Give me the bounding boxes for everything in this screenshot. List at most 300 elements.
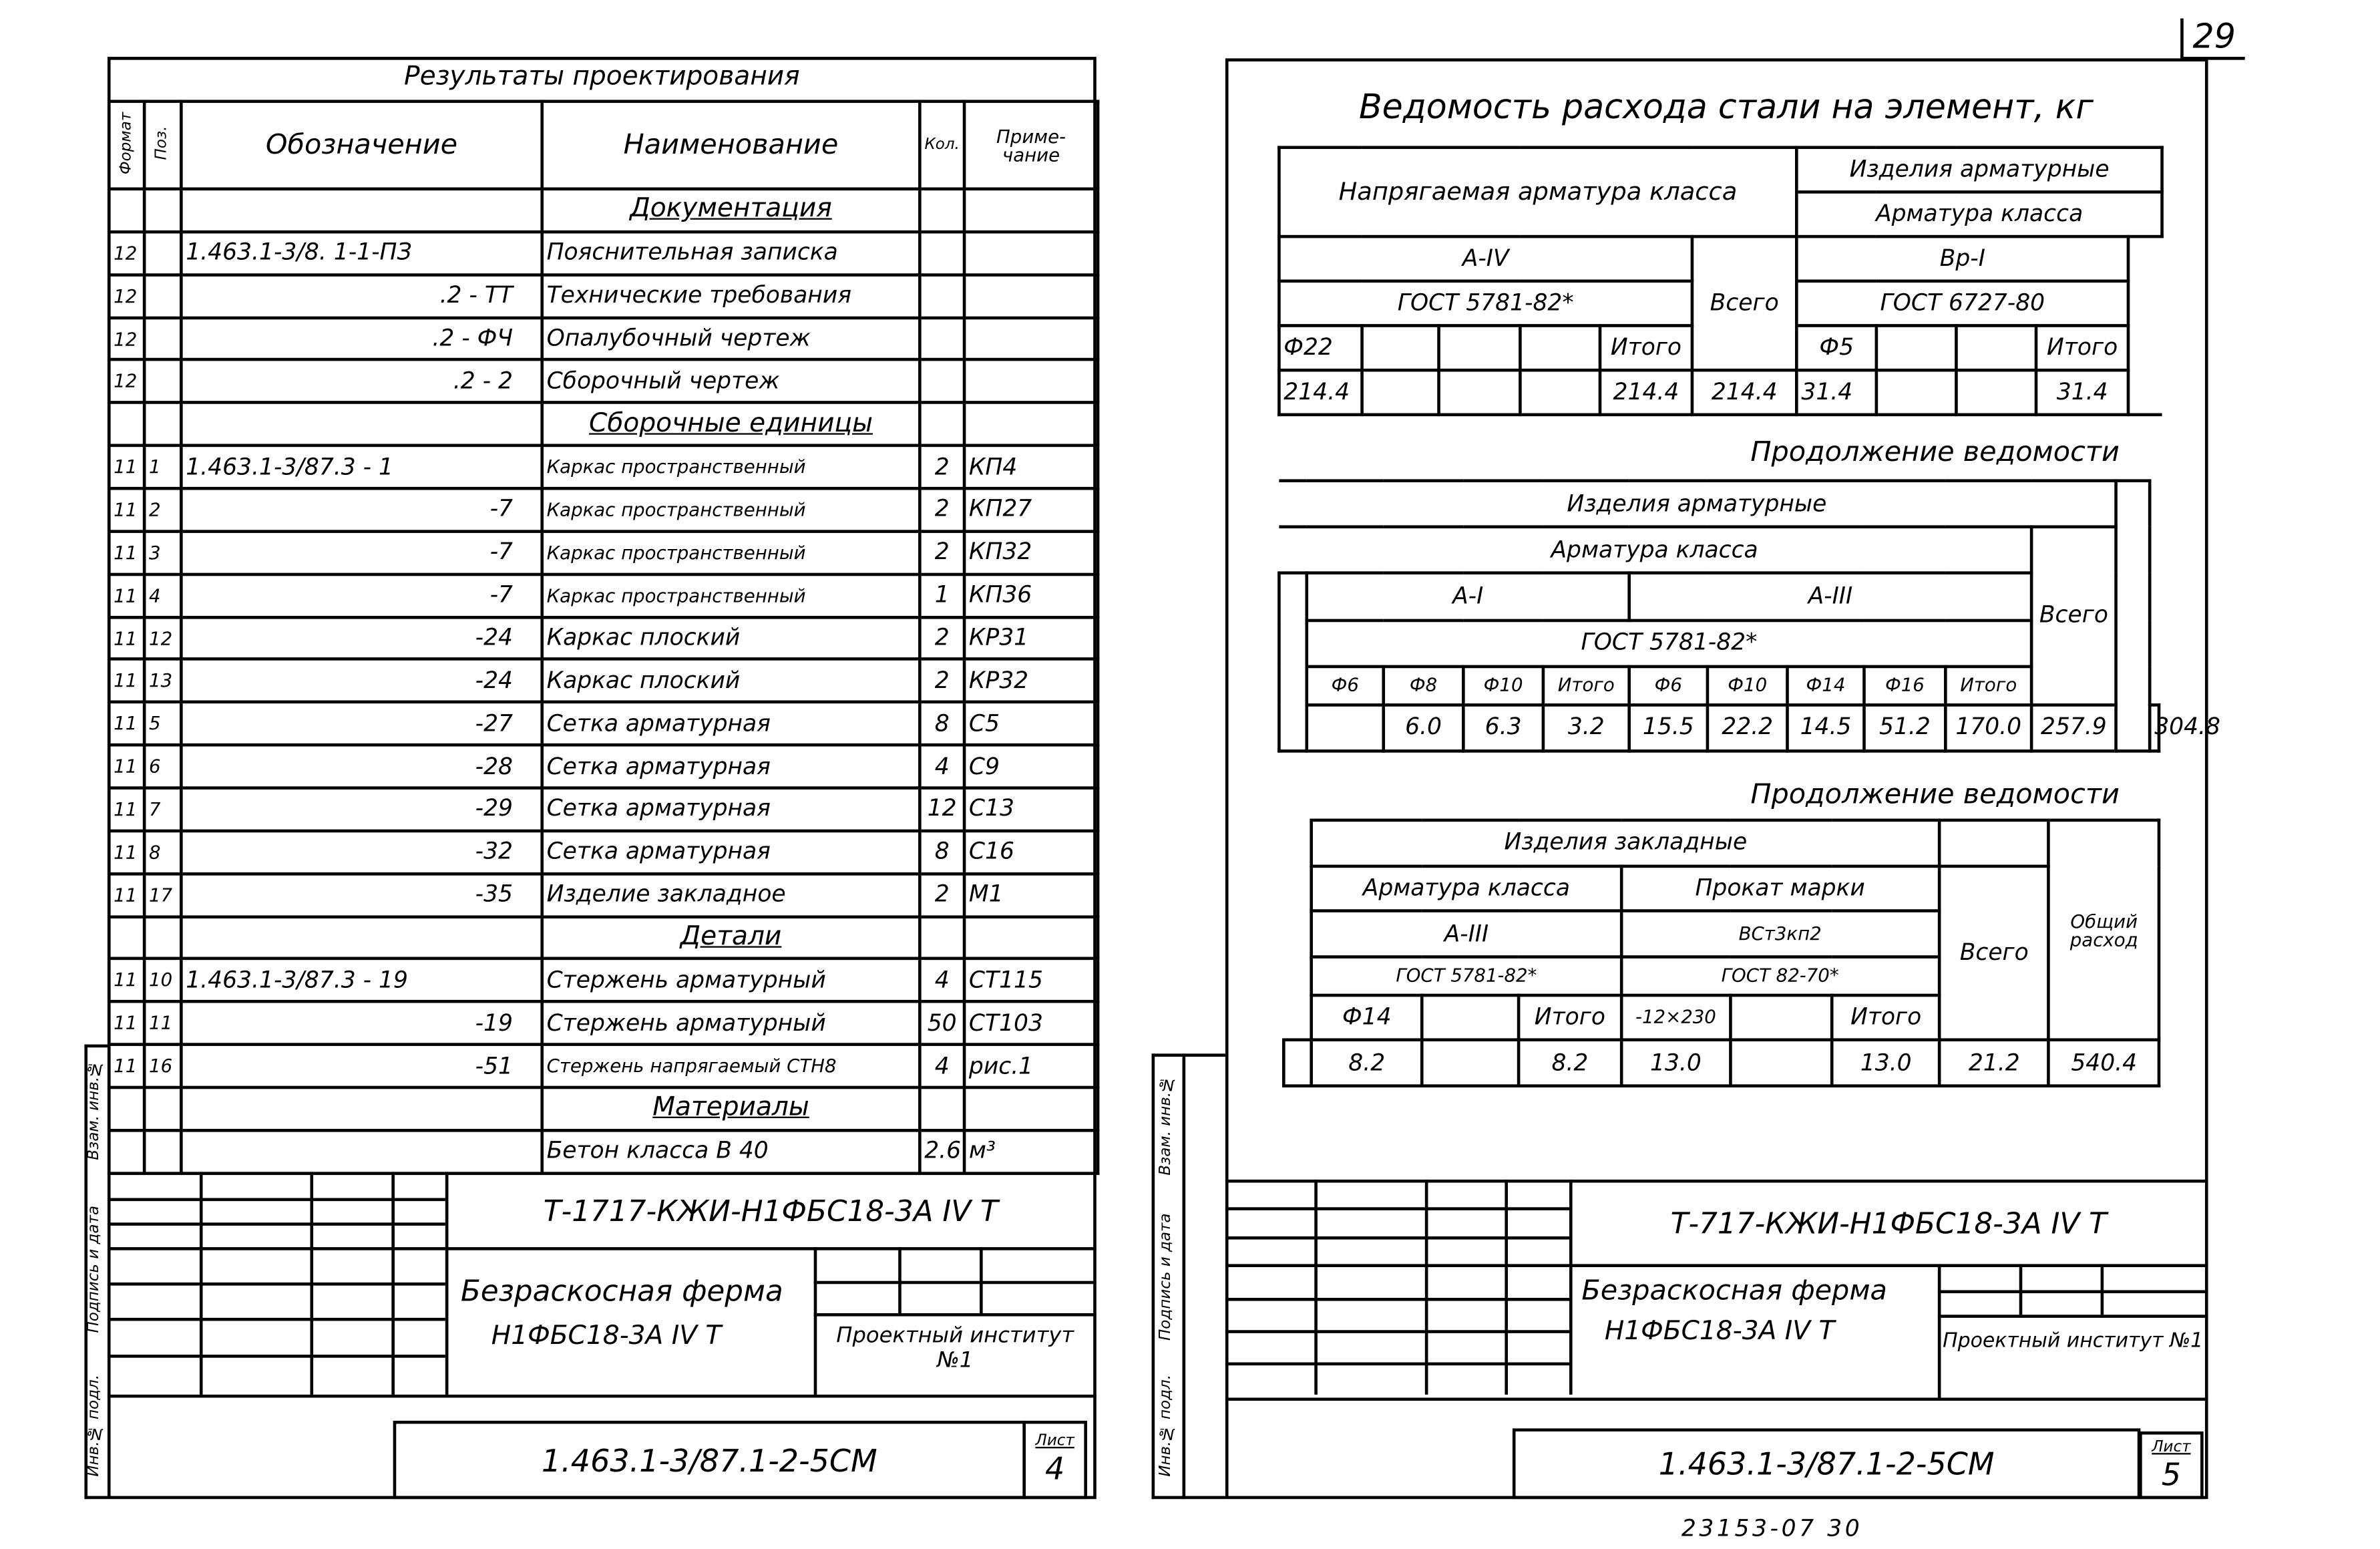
stamp-grid-line — [108, 1198, 445, 1202]
stamp-institute: Проектный институт №1 — [836, 1324, 1074, 1373]
cell-note — [964, 317, 1098, 360]
cell-qty — [920, 360, 964, 403]
col-diameter: Ф10 — [1708, 667, 1788, 705]
cell-format: 11 — [109, 703, 144, 745]
blank-cell — [1422, 1040, 1519, 1085]
blank-cell — [1307, 705, 1384, 751]
blank-cell — [1731, 995, 1833, 1040]
sheet-label: Лист — [2152, 1438, 2191, 1455]
sheet-number: 5 — [2161, 1455, 2181, 1492]
side-label-sign: Подпись и дата — [1157, 1213, 1175, 1341]
header-name: Наименование — [542, 102, 920, 189]
col-diameter: Ф14 — [1788, 667, 1864, 705]
value-d14: 8.2 — [1312, 1040, 1422, 1085]
cell-qty: 2 — [920, 488, 964, 531]
cell-format: 11 — [109, 959, 144, 1002]
value-total: 304.8 — [2150, 705, 2159, 751]
page-number: 29 — [2180, 19, 2245, 60]
cell-name: Сетка арматурная — [542, 703, 920, 745]
stamp-grid-line — [108, 1222, 445, 1226]
cell-pos: 16 — [144, 1045, 181, 1087]
stamp-grid-line — [108, 1247, 1097, 1250]
cell-designation — [181, 916, 542, 959]
steel-table-3 — [1282, 819, 2160, 1087]
table-row — [109, 1130, 1098, 1173]
stamp-code-box — [393, 1421, 1026, 1499]
col-diameter: Ф8 — [1384, 667, 1464, 705]
cell-designation: .2 - ФЧ — [181, 317, 542, 360]
cell-note: рис.1 — [964, 1045, 1098, 1087]
class-a3: А-III — [1629, 574, 2031, 620]
rebar-class-header: Арматура класса — [1279, 527, 2031, 573]
header-note: Приме-чание — [964, 102, 1098, 189]
cell-pos — [144, 1130, 181, 1173]
value-total: 21.2 — [1939, 1040, 2049, 1085]
table-row — [109, 488, 1098, 531]
cell-designation: -51 — [181, 1045, 542, 1087]
side-label-replace: Взам. инв.№ — [85, 1059, 104, 1160]
cell-pos — [144, 916, 181, 959]
cell-format: 11 — [109, 1002, 144, 1045]
specification-table — [108, 100, 1099, 1174]
blank-cell — [1957, 370, 2037, 415]
header-designation: Обозначение — [181, 102, 542, 189]
col-diameter: Ф6 — [1307, 667, 1384, 705]
cell-name: Сборочный чертеж — [542, 360, 920, 403]
cell-note — [964, 1087, 1098, 1130]
class-a1: А-I — [1307, 574, 1629, 620]
stamp-grid-line — [108, 1395, 1097, 1398]
cell-qty: 8 — [920, 831, 964, 874]
left-sheet-title: Результаты проектирования — [404, 61, 800, 92]
stamp-name-line1: Безраскосная ферма — [1581, 1274, 1887, 1307]
side-label-inv: Инв.№ подл. — [1157, 1374, 1175, 1477]
table-row — [109, 659, 1098, 702]
cell-qty: 4 — [920, 959, 964, 1002]
cell-pos — [144, 232, 181, 275]
cell-designation: .2 - ТТ — [181, 275, 542, 317]
stamp-grid-line — [1225, 1264, 2208, 1267]
cell-qty — [920, 317, 964, 360]
value-cell: 15.5 — [1629, 705, 1708, 751]
cell-name: Каркас пространственный — [542, 531, 920, 574]
cell-note — [964, 916, 1098, 959]
cell-qty — [920, 916, 964, 959]
cell-note: С9 — [964, 745, 1098, 788]
cell-note: м³ — [964, 1130, 1098, 1173]
table-row — [109, 959, 1098, 1002]
cell-qty: 8 — [920, 703, 964, 745]
cell-designation: 1.463.1-3/87.3 - 1 — [181, 446, 542, 488]
cell-designation: -29 — [181, 788, 542, 831]
stamp-grid-line — [1225, 1363, 1569, 1366]
cell-qty: 2 — [920, 531, 964, 574]
cell-designation — [181, 1087, 542, 1130]
col-itogo-a: Итого — [1519, 995, 1621, 1040]
cell-qty — [920, 275, 964, 317]
stamp-grid-line — [1938, 1290, 2208, 1293]
header-pos — [144, 102, 181, 189]
table-row — [109, 788, 1098, 831]
class-a3: А-III — [1312, 911, 1621, 957]
table-row — [109, 531, 1098, 574]
cell-name: Каркас плоский — [542, 617, 920, 659]
cell-name: Сборочные единицы — [542, 403, 920, 446]
col-itogo-b: Итого — [2036, 325, 2128, 370]
blank-cell — [1520, 370, 1600, 415]
cell-format — [109, 1087, 144, 1130]
blank-cell — [1422, 995, 1519, 1040]
cell-format: 11 — [109, 446, 144, 488]
overall-header: Общий расход — [2049, 820, 2158, 1040]
stamp-name-line2: Н1ФБС18-3А IV Т — [491, 1321, 722, 1352]
cell-designation: -28 — [181, 745, 542, 788]
cell-name: Стержень напрягаемый СТН8 — [542, 1045, 920, 1087]
class-bp1: Вр-I — [1796, 236, 2128, 281]
stamp-code-box — [1513, 1428, 2140, 1499]
sheet-number: 4 — [1045, 1449, 1065, 1487]
cell-pos: 4 — [144, 574, 181, 617]
cell-designation: -24 — [181, 617, 542, 659]
cell-pos: 11 — [144, 1002, 181, 1045]
cell-qty: 2.6 — [920, 1130, 964, 1173]
cell-qty: 2 — [920, 617, 964, 659]
cell-format: 12 — [109, 232, 144, 275]
stamp-name-line2: Н1ФБС18-3А IV Т — [1604, 1316, 1835, 1347]
stamp-top-line — [1225, 1180, 2208, 1183]
cell-name: Бетон класса В 40 — [542, 1130, 920, 1173]
col-d22: Ф22 — [1279, 325, 1362, 370]
cell-qty: 4 — [920, 1045, 964, 1087]
stamp-grid-line — [814, 1313, 1097, 1317]
cell-qty: 4 — [920, 745, 964, 788]
value-cell: 170.0 — [1945, 705, 2031, 751]
table-row — [109, 874, 1098, 916]
table-row — [109, 275, 1098, 317]
rebar-class-header: Арматура класса — [1312, 866, 1621, 911]
continuation-title-1: Продолжение ведомости — [1750, 436, 2120, 469]
prestressed-header: Напрягаемая арматура класса — [1279, 148, 1796, 236]
steel-grade: ВСт3кп2 — [1621, 911, 1939, 957]
cell-qty — [920, 1087, 964, 1130]
cell-note: КР31 — [964, 617, 1098, 659]
stamp-sheet-box — [2139, 1431, 2204, 1499]
table-row — [109, 1002, 1098, 1045]
stamp-grid-line — [108, 1318, 445, 1321]
cell-pos — [144, 189, 181, 232]
cell-pos: 6 — [144, 745, 181, 788]
cell-note: КП32 — [964, 531, 1098, 574]
blank-cell — [1520, 325, 1600, 370]
table-row — [109, 831, 1098, 874]
cell-qty: 2 — [920, 446, 964, 488]
table-row — [109, 232, 1098, 275]
cell-format: 11 — [109, 1045, 144, 1087]
value-cell: 257.9 — [2031, 705, 2116, 751]
stamp-grid-line — [1225, 1236, 1569, 1240]
blank-cell — [1939, 820, 2049, 866]
rebar-class-header: Арматура класса — [1796, 192, 2162, 236]
section-row — [109, 403, 1098, 446]
cell-format — [109, 189, 144, 232]
cell-pos: 8 — [144, 831, 181, 874]
cell-pos: 1 — [144, 446, 181, 488]
cell-note: С16 — [964, 831, 1098, 874]
cell-qty — [920, 189, 964, 232]
cell-format: 12 — [109, 317, 144, 360]
cell-note: СТ115 — [964, 959, 1098, 1002]
cell-name: Сетка арматурная — [542, 745, 920, 788]
col-itogo-a: Итого — [1600, 325, 1692, 370]
cell-format: 12 — [109, 275, 144, 317]
stamp-grid-line — [980, 1247, 983, 1313]
cell-pos: 5 — [144, 703, 181, 745]
table-row — [109, 360, 1098, 403]
value-d5: 31.4 — [1796, 370, 1876, 415]
value-cell: 51.2 — [1864, 705, 1945, 751]
cell-pos — [144, 275, 181, 317]
cell-designation: 1.463.1-3/87.3 - 19 — [181, 959, 542, 1002]
col-strip: -12×230 — [1621, 995, 1730, 1040]
header-qty: Кол. — [920, 102, 964, 189]
stamp-sheet-box — [1022, 1421, 1087, 1499]
cell-format: 11 — [109, 617, 144, 659]
col-diameter: Итого — [1543, 667, 1629, 705]
cell-note: М1 — [964, 874, 1098, 916]
table-row — [109, 446, 1098, 488]
spec-header-row — [109, 102, 1098, 189]
cell-format: 11 — [109, 574, 144, 617]
section-row — [109, 1087, 1098, 1130]
class-a4: А-IV — [1279, 236, 1692, 281]
value-d22: 214.4 — [1279, 370, 1362, 415]
cell-designation: -7 — [181, 574, 542, 617]
cell-note — [964, 403, 1098, 446]
cell-qty: 2 — [920, 659, 964, 702]
cell-designation — [181, 1130, 542, 1173]
col-diameter: Итого — [1945, 667, 2031, 705]
header-format — [109, 102, 144, 189]
cell-designation: -7 — [181, 488, 542, 531]
blank-cell — [1279, 574, 1306, 751]
cell-note: С5 — [964, 703, 1098, 745]
header-format-label: Формат — [117, 112, 135, 174]
cell-pos — [144, 317, 181, 360]
header-pos-label: Поз. — [153, 126, 171, 160]
blank-cell — [1283, 1040, 1312, 1085]
col-diameter: Ф10 — [1463, 667, 1543, 705]
cell-designation: -35 — [181, 874, 542, 916]
stamp-grid-line — [814, 1281, 1097, 1284]
blank-cell — [1362, 325, 1439, 370]
blank-cell — [1957, 325, 2037, 370]
cell-format: 11 — [109, 531, 144, 574]
cell-note: КП27 — [964, 488, 1098, 531]
cell-name: Каркас плоский — [542, 659, 920, 702]
blank-cell — [1283, 820, 1312, 1040]
stamp-name-line1: Безраскосная ферма — [460, 1274, 783, 1309]
blank-cell — [1439, 325, 1521, 370]
cell-designation — [181, 189, 542, 232]
cell-pos: 3 — [144, 531, 181, 574]
stamp-grid-line — [2019, 1264, 2023, 1315]
cell-format — [109, 403, 144, 446]
cell-pos: 2 — [144, 488, 181, 531]
cell-pos: 17 — [144, 874, 181, 916]
gost: ГОСТ 5781-82* — [1307, 620, 2031, 666]
products-header: Изделия арматурные — [1279, 481, 2116, 527]
products-header: Изделия арматурные — [1796, 148, 2162, 192]
cell-format: 11 — [109, 659, 144, 702]
value-cell: 6.0 — [1384, 705, 1464, 751]
stamp-top-line — [108, 1172, 1097, 1175]
rolled-header: Прокат марки — [1621, 866, 1939, 911]
section-row — [109, 189, 1098, 232]
value-cell: 14.5 — [1788, 705, 1864, 751]
cell-name: Сетка арматурная — [542, 831, 920, 874]
sheet-label: Лист — [1035, 1433, 1074, 1450]
cell-format — [109, 916, 144, 959]
stamp-grid-line — [1938, 1315, 2208, 1318]
value-itogo-a: 8.2 — [1519, 1040, 1621, 1085]
stamp-code: 1.463.1-3/87.1-2-5СМ — [1658, 1445, 1995, 1482]
blank-cell — [1362, 370, 1439, 415]
stamp-grid-line — [1225, 1330, 1569, 1333]
total-header: Всего — [2031, 527, 2116, 705]
stamp-grid-line — [1225, 1298, 1569, 1301]
table-row — [109, 1045, 1098, 1087]
col-d5: Ф5 — [1796, 325, 1876, 370]
cell-name: Документация — [542, 189, 920, 232]
cell-pos — [144, 403, 181, 446]
value-cell: 22.2 — [1708, 705, 1788, 751]
diameter-row — [1279, 667, 2159, 705]
blank-cell — [1876, 325, 1957, 370]
table-row — [109, 574, 1098, 617]
stamp-grid-line — [108, 1282, 445, 1286]
col-d14: Ф14 — [1312, 995, 1422, 1040]
cell-qty: 2 — [920, 874, 964, 916]
cell-name: Технические требования — [542, 275, 920, 317]
cell-designation — [181, 403, 542, 446]
value-cell: 3.2 — [1543, 705, 1629, 751]
stamp-grid-line — [898, 1247, 902, 1313]
cell-note: КП36 — [964, 574, 1098, 617]
cell-format: 11 — [109, 745, 144, 788]
cell-note — [964, 275, 1098, 317]
cell-note: КР32 — [964, 659, 1098, 702]
table-row — [109, 703, 1098, 745]
cell-qty: 12 — [920, 788, 964, 831]
cell-designation: -27 — [181, 703, 542, 745]
cell-name: Сетка арматурная — [542, 788, 920, 831]
cell-name: Стержень арматурный — [542, 959, 920, 1002]
side-label-replace: Взам. инв.№ — [1157, 1075, 1175, 1176]
cell-name: Каркас пространственный — [542, 574, 920, 617]
cell-format: 12 — [109, 360, 144, 403]
cell-designation: 1.463.1-3/8. 1-1-ПЗ — [181, 232, 542, 275]
cell-name: Каркас пространственный — [542, 488, 920, 531]
steel-table-2 — [1277, 479, 2220, 752]
cell-pos: 12 — [144, 617, 181, 659]
cell-note: СТ103 — [964, 1002, 1098, 1045]
stamp-designation: Т-1717-КЖИ-Н1ФБС18-3А IV Т — [543, 1194, 998, 1229]
strip-divider — [1183, 1053, 1186, 1499]
cell-qty: 50 — [920, 1002, 964, 1045]
blank-cell — [1876, 370, 1957, 415]
col-diameter: Ф6 — [1629, 667, 1708, 705]
stamp-grid-line — [108, 1355, 445, 1358]
table-row — [109, 617, 1098, 659]
value-row — [1279, 705, 2159, 751]
stamp-grid-line — [1225, 1397, 2208, 1401]
cell-pos: 7 — [144, 788, 181, 831]
archive-footer: 23153-07 30 — [1681, 1514, 1863, 1542]
cell-name: Стержень арматурный — [542, 1002, 920, 1045]
cell-designation: -32 — [181, 831, 542, 874]
value-itogo-b: 13.0 — [1832, 1040, 1939, 1085]
stamp-institute: Проектный институт №1 — [1943, 1330, 2204, 1353]
statement-title: Ведомость расхода стали на элемент, кг — [1358, 89, 2094, 128]
table-row — [109, 317, 1098, 360]
value-total: 214.4 — [1692, 370, 1797, 415]
value-itogo-a: 214.4 — [1600, 370, 1692, 415]
cell-designation: -7 — [181, 531, 542, 574]
cell-name: Каркас пространственный — [542, 446, 920, 488]
cell-name: Детали — [542, 916, 920, 959]
cell-designation: -24 — [181, 659, 542, 702]
cell-name: Материалы — [542, 1087, 920, 1130]
cell-qty — [920, 232, 964, 275]
steel-table-1 — [1277, 146, 2164, 416]
stamp-grid-line — [2101, 1264, 2104, 1315]
cell-pos: 13 — [144, 659, 181, 702]
gost-a: ГОСТ 5781-82* — [1312, 957, 1621, 995]
cell-qty — [920, 403, 964, 446]
cell-name: Изделие закладное — [542, 874, 920, 916]
embedded-header: Изделия закладные — [1312, 820, 1940, 866]
cell-note: КП4 — [964, 446, 1098, 488]
continuation-title-2: Продолжение ведомости — [1750, 778, 2120, 812]
blank-cell — [1439, 370, 1521, 415]
cell-format — [109, 1130, 144, 1173]
stamp-designation: Т-717-КЖИ-Н1ФБС18-3А IV Т — [1670, 1207, 2107, 1241]
section-row — [109, 916, 1098, 959]
col-itogo-b: Итого — [1832, 995, 1939, 1040]
cell-format: 11 — [109, 788, 144, 831]
value-cell: 6.3 — [1463, 705, 1543, 751]
cell-note — [964, 189, 1098, 232]
stamp-code: 1.463.1-3/87.1-2-5СМ — [541, 1441, 877, 1479]
col-diameter: Ф16 — [1864, 667, 1945, 705]
cell-pos — [144, 360, 181, 403]
cell-name: Пояснительная записка — [542, 232, 920, 275]
cell-note — [964, 232, 1098, 275]
side-label-sign: Подпись и дата — [85, 1206, 104, 1333]
blank-cell — [1731, 1040, 1833, 1085]
stamp-grid-line — [1225, 1207, 1569, 1210]
cell-note: С13 — [964, 788, 1098, 831]
value-itogo-b: 31.4 — [2036, 370, 2128, 415]
gost-b: ГОСТ 82-70* — [1621, 957, 1939, 995]
cell-qty: 1 — [920, 574, 964, 617]
cell-name: Опалубочный чертеж — [542, 317, 920, 360]
value-overall: 540.4 — [2049, 1040, 2158, 1085]
cell-format: 11 — [109, 831, 144, 874]
cell-designation: -19 — [181, 1002, 542, 1045]
cell-pos — [144, 1087, 181, 1130]
cell-note — [964, 360, 1098, 403]
